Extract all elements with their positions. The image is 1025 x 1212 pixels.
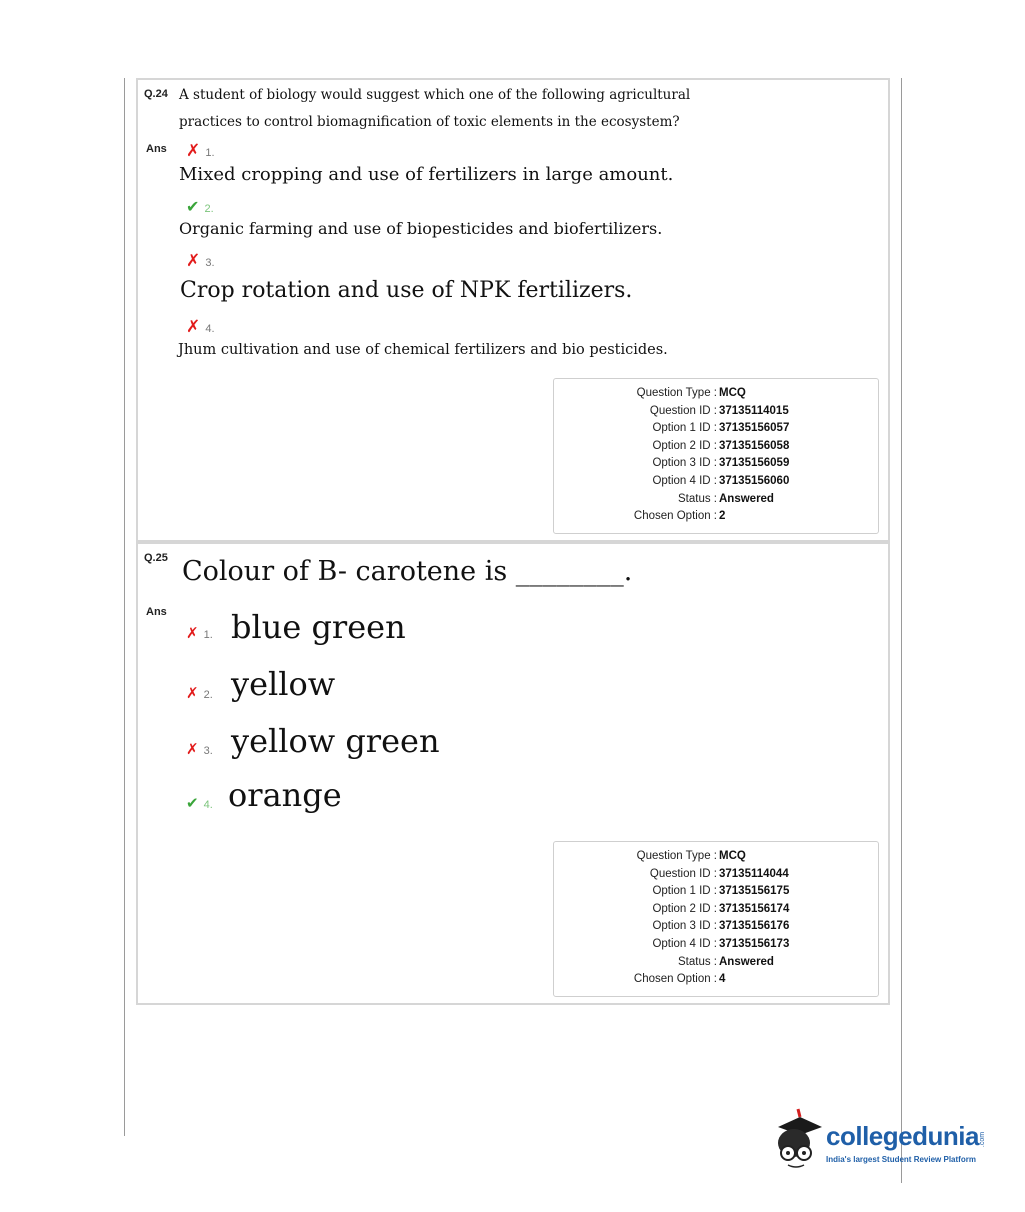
wrong-icon: ✗: [186, 740, 199, 758]
info-key: Option 1 ID :: [652, 422, 717, 434]
q24-option-3-number: 3.: [205, 257, 215, 269]
info-value: 37135156060: [719, 475, 790, 487]
logo-wordmark: [826, 1121, 990, 1152]
question-25-ans-label: Ans: [146, 606, 167, 618]
info-value: Answered: [719, 493, 774, 505]
info-value: 37135114044: [719, 868, 789, 880]
info-key: Option 1 ID :: [652, 885, 717, 897]
info-value: 37135156059: [719, 457, 790, 469]
info-key: Question ID :: [649, 405, 717, 417]
info-key: Chosen Option :: [633, 973, 717, 985]
question-25-text: Colour of B- carotene is ________.: [182, 556, 633, 587]
wrong-icon: ✗: [186, 141, 201, 161]
q24-option-4-mark: [186, 317, 215, 337]
q25-option-3-number: 3.: [203, 745, 213, 757]
q24-option-2-mark: [186, 197, 214, 216]
info-value: 37135156057: [719, 422, 790, 434]
check-icon: ✔: [186, 197, 200, 216]
wrong-icon: ✗: [186, 684, 199, 702]
mascot-icon: [768, 1105, 826, 1175]
question-24-ans-label: Ans: [146, 143, 167, 155]
info-value: 37135156175: [719, 885, 790, 897]
info-value: 37135156176: [719, 920, 790, 932]
left-margin-line: [124, 78, 125, 1136]
q25-option-4-mark: [186, 793, 213, 812]
q25-option-1-text: blue green: [231, 608, 406, 646]
info-value: 37135156058: [719, 440, 790, 452]
q25-option-2-text: yellow: [231, 665, 336, 703]
q24-option-1-mark: [186, 141, 215, 161]
check-icon: ✔: [186, 794, 199, 812]
info-value: 37135114015: [719, 405, 789, 417]
info-key: Status :: [678, 493, 717, 505]
question-24-info-panel: [553, 378, 879, 534]
q25-option-3-text: yellow green: [231, 722, 440, 760]
info-value: 2: [719, 510, 726, 522]
info-value: MCQ: [719, 387, 746, 399]
right-margin-line: [901, 78, 902, 1183]
q24-option-1-number: 1.: [205, 147, 215, 159]
logo-name: collegedunia: [826, 1121, 979, 1151]
logo-tagline: India's largest Student Review Platform: [826, 1155, 976, 1164]
info-key: Status :: [678, 956, 717, 968]
info-value: MCQ: [719, 850, 746, 862]
wrong-icon: ✗: [186, 317, 201, 337]
q24-option-4-number: 4.: [205, 323, 215, 335]
info-key: Option 4 ID :: [652, 938, 717, 950]
info-key: Option 3 ID :: [652, 457, 717, 469]
wrong-icon: ✗: [186, 251, 201, 271]
info-key: Option 4 ID :: [652, 475, 717, 487]
q24-option-2-text: Organic farming and use of biopesticides and biofertilizers.: [179, 219, 663, 238]
q24-option-2-number: 2.: [204, 203, 214, 215]
info-key: Chosen Option :: [633, 510, 717, 522]
question-25-number: Q.25: [144, 552, 168, 564]
q25-option-3-mark: [186, 739, 213, 758]
q25-option-4-number: 4.: [203, 799, 213, 811]
q25-option-2-number: 2.: [203, 689, 213, 701]
info-value: 37135156173: [719, 938, 790, 950]
q24-option-3-mark: [186, 251, 215, 271]
question-25-info-panel: [553, 841, 879, 997]
q24-option-3-text: Crop rotation and use of NPK fertilizers.: [180, 278, 633, 303]
logo-suffix: .com: [979, 1131, 987, 1148]
info-key: Option 2 ID :: [652, 440, 717, 452]
q24-option-4-text: Jhum cultivation and use of chemical fertilizers and bio pesticides.: [178, 342, 668, 358]
info-key: Question ID :: [649, 868, 717, 880]
collegedunia-logo: [768, 1105, 998, 1175]
info-key: Question Type :: [636, 387, 717, 399]
q24-option-1-text: Mixed cropping and use of fertilizers in large amount.: [179, 164, 674, 185]
info-key: Option 3 ID :: [652, 920, 717, 932]
info-key: Question Type :: [636, 850, 717, 862]
q25-option-1-mark: [186, 623, 213, 642]
q25-option-2-mark: [186, 683, 213, 702]
question-24-number: Q.24: [144, 88, 168, 100]
info-value: 4: [719, 973, 726, 985]
q25-option-4-text: orange: [228, 776, 342, 814]
info-value: Answered: [719, 956, 774, 968]
info-value: 37135156174: [719, 903, 790, 915]
question-24-text-line2: practices to control biomagnification of toxic elements in the ecosystem?: [179, 114, 680, 130]
question-24-text-line1: A student of biology would suggest which one of the following agricultural: [179, 87, 691, 103]
info-key: Option 2 ID :: [652, 903, 717, 915]
q25-option-1-number: 1.: [203, 629, 213, 641]
wrong-icon: ✗: [186, 624, 199, 642]
